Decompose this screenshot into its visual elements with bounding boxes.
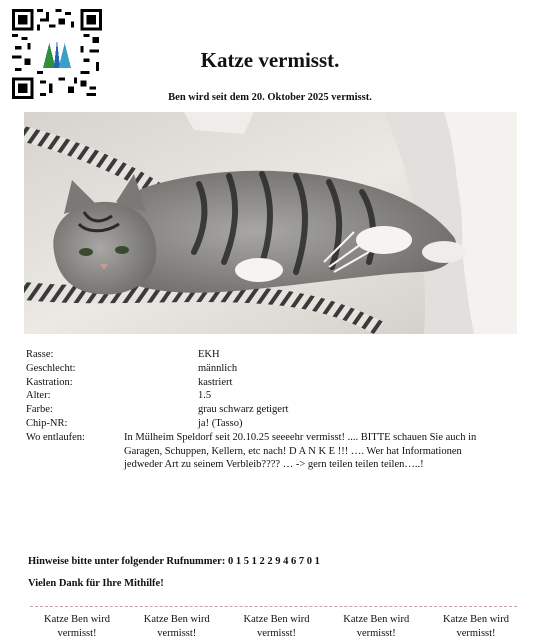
detail-label: Farbe: xyxy=(26,404,53,416)
detail-value: 1.5 xyxy=(198,390,212,402)
detail-value: kastriert xyxy=(198,376,233,388)
detail-value: männlich xyxy=(198,362,238,374)
detail-label: Geschlecht: xyxy=(26,362,76,374)
tab-line: Katze Ben wird xyxy=(44,614,110,625)
tab-line: vermisst! xyxy=(57,627,97,639)
tear-off-divider xyxy=(30,606,517,607)
tear-off-tabs xyxy=(28,613,525,640)
thanks-text: Vielen Dank für Ihre Mithilfe! xyxy=(28,578,164,589)
detail-row-sex xyxy=(26,362,506,376)
detail-label: Wo entlaufen: xyxy=(26,431,85,443)
tab-line: vermisst! xyxy=(157,627,197,639)
tab-line: Katze Ben wird xyxy=(143,614,210,625)
tear-off-tab[interactable] xyxy=(228,613,326,640)
tab-line: vermisst! xyxy=(356,627,396,639)
phone-hint: Hinweise bitte unter folgender Rufnummer: 0 1 5 1 2 2 9 4 6 7 0 1 xyxy=(28,556,320,567)
detail-value: In Mülheim Speldorf seit 20.10.25 seeeehr vermisst! .... BITTE schauen Sie auch in Garagen, Schuppen, Kellern, etc nach! D A N K E !!! …. Wer hat Informationen jedweder Art zu seinem Verbleib???? … -> gern teilen teilen teilen…..! xyxy=(124,431,477,471)
tear-off-tab[interactable] xyxy=(427,613,525,640)
detail-row-breed xyxy=(26,348,506,362)
detail-value: EKH xyxy=(198,349,220,360)
tabby-cat-photo xyxy=(24,112,517,334)
detail-label: Chip-NR: xyxy=(26,417,68,429)
detail-row-location xyxy=(26,431,506,472)
qr-code[interactable] xyxy=(12,9,102,99)
detail-label: Rasse: xyxy=(26,349,54,360)
page-title: Katze vermisst. xyxy=(200,48,340,72)
detail-label: Kastration: xyxy=(26,376,73,388)
detail-label: Alter: xyxy=(26,390,51,402)
tab-line: Katze Ben wird xyxy=(343,614,410,625)
detail-row-chip xyxy=(26,417,506,431)
detail-row-castration xyxy=(26,376,506,390)
detail-row-color xyxy=(26,403,506,417)
cat-details xyxy=(26,348,506,472)
tear-off-tab[interactable] xyxy=(28,613,126,640)
tab-line: vermisst! xyxy=(256,627,297,639)
detail-value: grau schwarz getigert xyxy=(198,404,289,416)
tear-off-tab[interactable] xyxy=(128,613,226,640)
tab-line: Katze Ben wird xyxy=(443,614,509,625)
page-subtitle: Ben wird seit dem 20. Oktober 2025 vermisst. xyxy=(168,92,372,103)
detail-value: ja! (Tasso) xyxy=(198,417,243,429)
detail-row-age xyxy=(26,389,506,403)
tear-off-tab[interactable] xyxy=(327,613,425,640)
tab-line: vermisst! xyxy=(456,627,496,639)
tab-line: Katze Ben wird xyxy=(243,614,310,625)
